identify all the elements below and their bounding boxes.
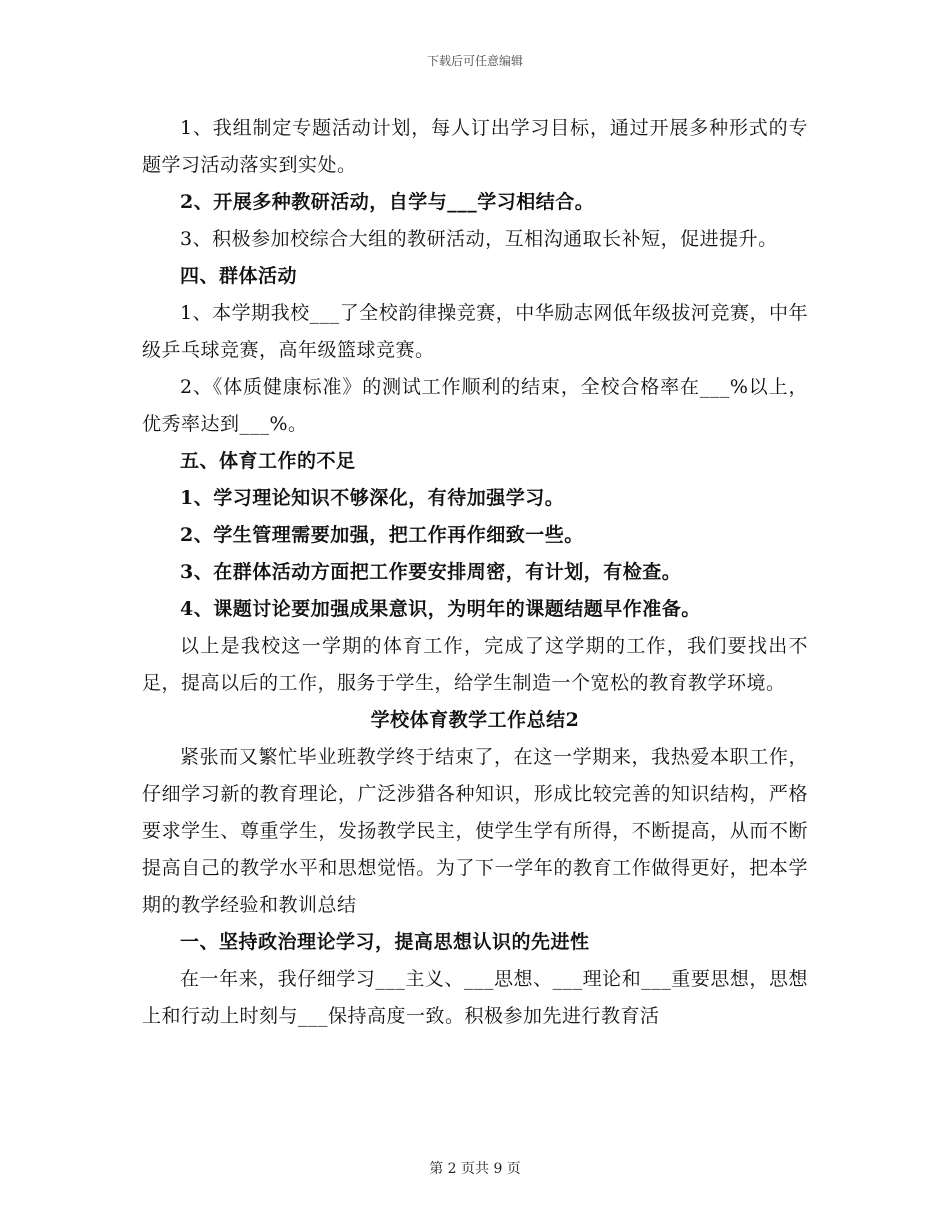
shortcoming-item-2: 2、学生管理需要加强，把工作再作细致一些。 bbox=[180, 524, 584, 546]
paragraph-school-group: 3、积极参加校综合大组的教研活动，互相沟通取长补短，促进提升。 bbox=[180, 228, 778, 250]
paragraph-political-study: 在一年来，我仔细学习___主义、___思想、___理论和___重要思想，思想上和行动上时刻与___保持高度一致。积极参加先进行教育活 bbox=[142, 968, 808, 1027]
shortcoming-item-1: 1、学习理论知识不够深化，有待加强学习。 bbox=[180, 487, 565, 509]
section-heading-shortcomings: 五、体育工作的不足 bbox=[180, 450, 356, 472]
paragraph-conclusion: 以上是我校这一学期的体育工作，完成了这学期的工作，我们要找出不足，提高以后的工作，服务于学生，给学生制造一个宽松的教育教学环境。 bbox=[142, 635, 808, 694]
section-heading-political-study: 一、坚持政治理论学习，提高思想认识的先进性 bbox=[180, 931, 590, 953]
paragraph-research-activities: 2、开展多种教研活动，自学与___学习相结合。 bbox=[180, 191, 595, 213]
paragraph-plan: 1、我组制定专题活动计划，每人订出学习目标，通过开展多种形式的专题学习活动落实到实处。 bbox=[142, 117, 808, 176]
document-body bbox=[142, 110, 808, 1035]
page-footer: 第 2 页共 9 页 bbox=[429, 1161, 521, 1177]
paragraph-intro-2: 紧张而又繁忙毕业班教学终于结束了，在这一学期来，我热爱本职工作，仔细学习新的教育理论，广泛涉猎各种知识，形成比较完善的知识结构，严格要求学生、尊重学生，发扬教学民主，使学生学有所得，不断提高，从而不断提高自己的教学水平和思想觉悟。为了下一学年的教育工作做得更好，把本学期的教学经验和教训总结 bbox=[142, 746, 808, 916]
document-title-2: 学校体育教学工作总结2 bbox=[370, 709, 580, 731]
section-heading-group-activities: 四、群体活动 bbox=[180, 265, 298, 287]
shortcoming-item-3: 3、在群体活动方面把工作要安排周密，有计划，有检查。 bbox=[180, 561, 682, 583]
shortcoming-item-4: 4、课题讨论要加强成果意识，为明年的课题结题早作准备。 bbox=[180, 598, 701, 620]
paragraph-health-standard: 2、《体质健康标准》的测试工作顺利的结束，全校合格率在___%以上，优秀率达到___%。 bbox=[142, 376, 808, 435]
page-header: 下载后可任意编辑 bbox=[426, 54, 523, 68]
paragraph-competitions: 1、本学期我校___了全校韵律操竞赛，中华励志网低年级拔河竞赛，中年级乒乓球竞赛，高年级篮球竞赛。 bbox=[142, 302, 808, 361]
